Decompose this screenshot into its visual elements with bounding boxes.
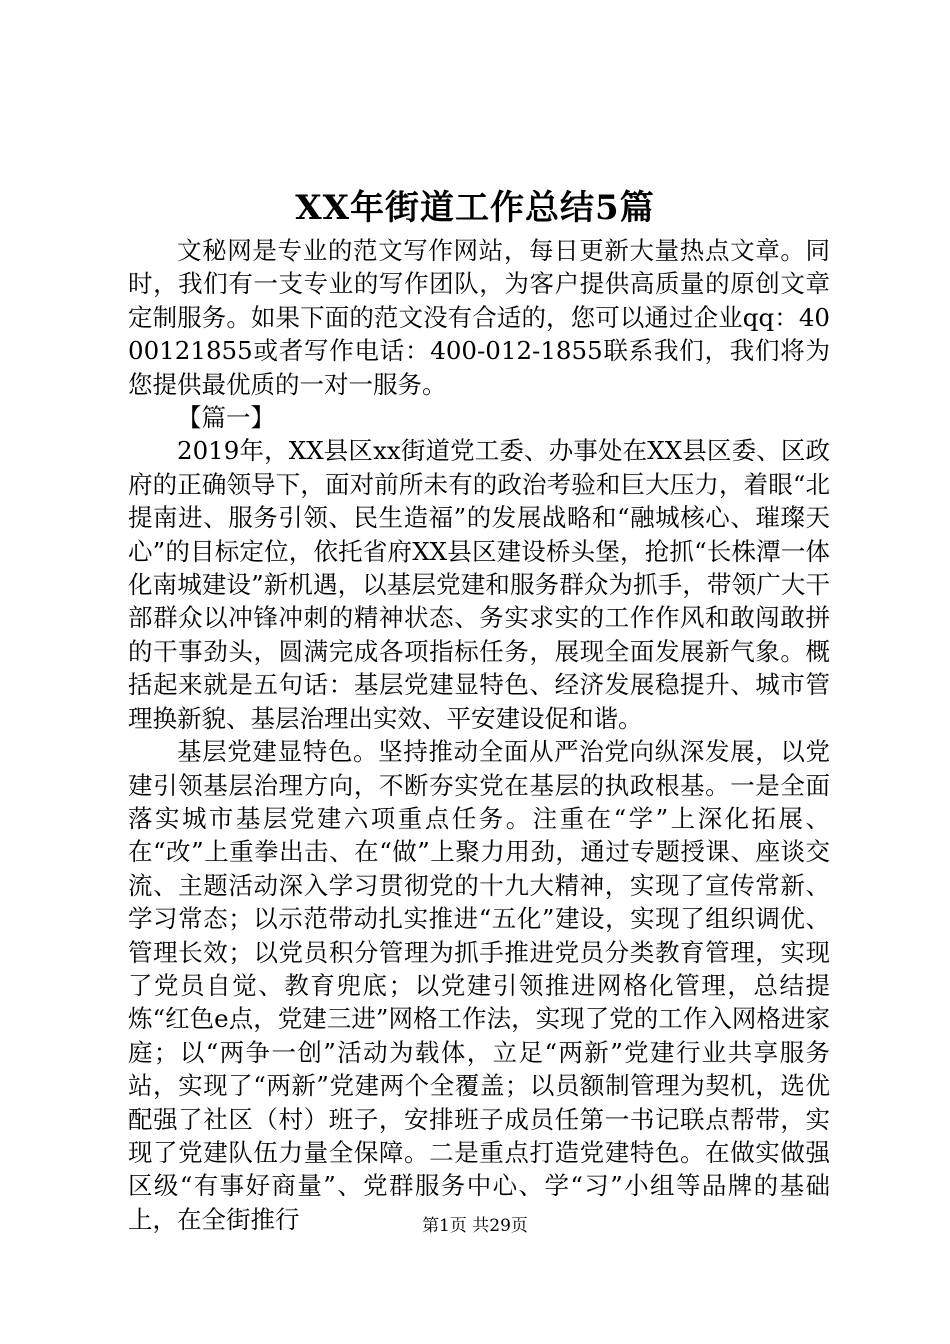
intro-paragraph: 文秘网是专业的范文写作网站，每日更新大量热点文章。同时，我们有一支专业的写作团队，为客户提供高质量的原创文章定制服务。如果下面的范文没有合适的，您可以通过企业qq：4000121855或者写作电话：400-012-1855联系我们，我们将为您提供最优质的一对一服务。 [128,236,830,399]
document-title: XX年街道工作总结5篇 [295,188,655,228]
body-paragraph: 2019年，XX县区xx街道党工委、办事处在XX县区委、区政府的正确领导下，面对前所未有的政治考验和巨大压力，着眼“北提南进、服务引领、民生造福”的发展战略和“融城核心、璀璨天心”的目标定位，依托省府XX县区建设桥头堡，抢抓“长株潭一体化南城建设”新机遇，以基层党建和服务群众为抓手，带领广大干部群众以冲锋冲刺的精神状态、务实求实的工作作风和敢闯敢拼的干事劲头，圆满完成各项指标任务，展现全面发展新气象。概括起来就是五句话：基层党建显特色、经济发展稳提升、城市管理换新貌、基层治理出实效、平安建设促和谐。 [128,436,830,733]
document-body [128,234,830,1236]
body-paragraph: 基层党建显特色。坚持推动全面从严治党向纵深发展，以党建引领基层治理方向，不断夯实党在基层的执政根基。一是全面落实城市基层党建六项重点任务。注重在“学”上深化拓展、在“改”上重拳出击、在“做”上聚力用劲，通过专题授课、座谈交流、主题活动深入学习贯彻党的十九大精神，实现了宣传常新、学习常态；以示范带动扎实推进“五化”建设，实现了组织调优、管理长效；以党员积分管理为抓手推进党员分类教育管理，实现了党员自觉、教育兜底；以党建引领推进网格化管理，总结提炼“红色e点，党建三进”网格工作法，实现了党的工作入网格进家庭；以“两争一创”活动为载体，立足“两新”党建行业共享服务站，实现了“两新”党建两个全覆盖；以员额制管理为契机，选优配强了社区（村）班子，安排班子成员任第一书记联点帮带，实现了党建队伍力量全保障。二是重点打造党建特色。在做实做强区级“有事好商量”、党群服务中心、学“习”小组等品牌的基础上，在全街推行 [128,737,830,1234]
page-footer: 第1页 共29页 [422,1216,528,1236]
section-heading: 【篇一】 [177,403,275,433]
